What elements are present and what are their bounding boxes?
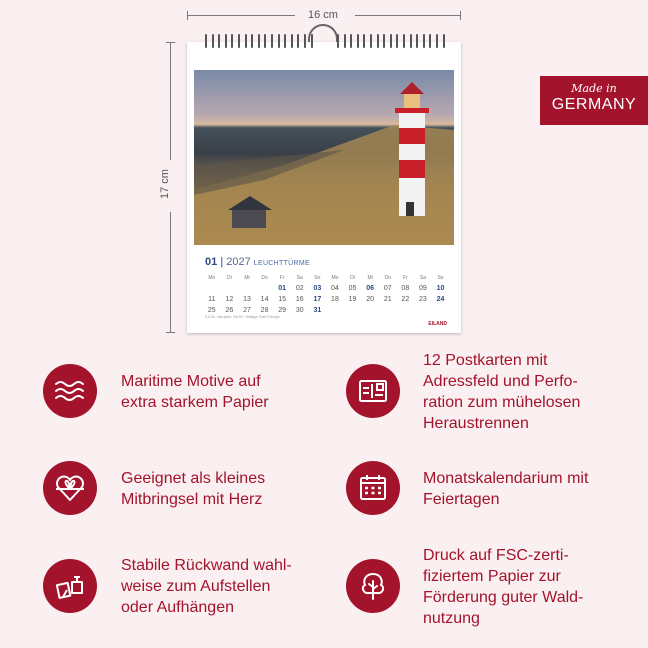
spiral-ring (238, 34, 240, 48)
waves-icon (43, 364, 97, 418)
weekday-header: Do (261, 274, 268, 281)
calendar-holiday-note: 01.01. Neujahr, 06.01. Heilige Drei Könige (205, 314, 280, 319)
spiral-ring (410, 34, 412, 48)
spiral-ring (297, 34, 299, 48)
spiral-ring (423, 34, 425, 48)
calendar-grid (203, 272, 449, 316)
spiral-ring (291, 34, 293, 48)
width-dimension-line-right (355, 15, 461, 16)
made-in-germany-badge (540, 76, 648, 125)
weekday-header: So (437, 274, 444, 281)
calendar-day: 06 (366, 285, 375, 292)
feature-text-gift (121, 468, 265, 510)
feature-line: Geeignet als kleines (121, 470, 266, 487)
calendar-day: 31 (313, 307, 322, 314)
feature-line: nutzung (423, 610, 480, 627)
weekday-header: Do (384, 274, 391, 281)
weekday-header: So (314, 274, 321, 281)
spiral-ring (225, 34, 227, 48)
calendar-day: 25 (207, 307, 216, 314)
spiral-ring (370, 34, 372, 48)
spiral-ring (377, 34, 379, 48)
spiral-ring (396, 34, 398, 48)
calendar-day: 17 (313, 296, 322, 303)
feature-line: Maritime Motive auf (121, 373, 261, 390)
calendar-day: 18 (331, 296, 339, 303)
weekday-header: Mo (331, 274, 339, 281)
calendar-day: 28 (260, 307, 269, 314)
spiral-ring (212, 34, 214, 48)
spiral-ring (304, 34, 306, 48)
weekday-header: Fr (279, 274, 285, 281)
width-tick-right (460, 11, 461, 20)
spiral-ring (337, 34, 339, 48)
feature-text-calendarium (423, 468, 588, 510)
weekday-header: Di (227, 274, 232, 281)
calendar-day: 19 (348, 296, 357, 303)
calendar-day: 03 (313, 285, 322, 292)
weekday-header: Mi (367, 274, 373, 281)
spiral-ring (390, 34, 392, 48)
spiral-ring (231, 34, 233, 48)
calendar-separator: | (220, 256, 227, 268)
spiral-ring (284, 34, 286, 48)
calendar-day: 22 (401, 296, 410, 303)
tree-icon (346, 559, 400, 613)
publisher-logo: EILAND (428, 321, 447, 327)
feature-line: Druck auf FSC-zerti- (423, 547, 569, 564)
heart-gift-icon (43, 461, 97, 515)
weekday-header: Di (350, 274, 355, 281)
spiral-ring (258, 34, 260, 48)
feature-line: extra starkem Papier (121, 394, 269, 411)
stand-hang-icon (43, 559, 97, 613)
spiral-ring (271, 34, 273, 48)
spiral-ring (350, 34, 352, 48)
weekday-header: Mi (244, 274, 250, 281)
calendar-day: 13 (243, 296, 251, 303)
calendar-week-row (203, 294, 449, 305)
spiral-ring (311, 34, 313, 48)
calendar-day: 15 (278, 296, 287, 303)
spiral-ring (245, 34, 247, 48)
spiral-ring (403, 34, 405, 48)
feature-line: Feiertagen (423, 491, 500, 508)
feature-line: fiziertem Papier zur (423, 568, 561, 585)
calendar-day: 20 (366, 296, 375, 303)
width-label: 16 cm (308, 9, 338, 21)
calendar-day: 04 (331, 285, 339, 292)
calendar-day: 30 (295, 307, 304, 314)
calendar-day: 16 (295, 296, 304, 303)
calendar-theme: LEUCHTTÜRME (253, 260, 310, 267)
calendar-day: 01 (278, 285, 287, 292)
calendar-day: 07 (383, 285, 392, 292)
calendar-product (187, 42, 461, 333)
weekday-header: Sa (419, 274, 426, 281)
badge-country: GERMANY (551, 96, 637, 113)
spiral-ring (416, 34, 418, 48)
feature-line: 12 Postkarten mit (423, 352, 548, 369)
feature-line: Mitbringsel mit Herz (121, 491, 263, 508)
calendar-icon (346, 461, 400, 515)
calendar-day: 12 (225, 296, 234, 303)
lighthouse-illustration (194, 70, 454, 245)
width-dimension-line-left (187, 15, 295, 16)
spiral-ring (436, 34, 438, 48)
spiral-ring (383, 34, 385, 48)
spiral-ring (278, 34, 280, 48)
lighthouse-photo (194, 70, 454, 245)
calendar-day: 21 (383, 296, 392, 303)
feature-line: oder Aufhängen (121, 599, 234, 616)
spiral-ring (429, 34, 431, 48)
calendar-month-number: 01 (205, 256, 218, 268)
feature-text-maritime (121, 371, 269, 413)
feature-line: Heraustrennen (423, 415, 529, 432)
calendar-day: 02 (295, 285, 304, 292)
spiral-ring (363, 34, 365, 48)
feature-text-postcards (423, 350, 580, 434)
weekday-header: Mo (208, 274, 216, 281)
height-dimension-line-bottom (170, 212, 171, 333)
feature-line: Adressfeld und Perfo- (423, 373, 578, 390)
feature-line: weise zum Aufstellen (121, 578, 271, 595)
height-tick-top (166, 42, 175, 43)
calendar-day: 09 (419, 285, 427, 292)
calendar-header (205, 256, 310, 268)
spiral-ring (443, 34, 445, 48)
feature-line: Monatskalendarium mit (423, 470, 589, 487)
weekday-header: Fr (402, 274, 408, 281)
calendar-day: 08 (401, 285, 410, 292)
spiral-ring (205, 34, 207, 48)
spiral-ring (264, 34, 266, 48)
height-label: 17 cm (158, 169, 171, 199)
feature-line: ration zum mühelosen (423, 394, 581, 411)
spiral-ring (251, 34, 253, 48)
calendar-day: 23 (419, 296, 427, 303)
feature-text-backboard (121, 555, 292, 618)
width-tick-left (187, 11, 188, 20)
calendar-day: 14 (260, 296, 269, 303)
calendar-year: 2027 (226, 256, 251, 268)
height-dimension-line-top (170, 42, 171, 160)
calendar-day: 24 (436, 296, 445, 303)
feature-line: Förderung guter Wald- (423, 589, 584, 606)
spiral-ring (218, 34, 220, 48)
height-tick-bottom (166, 332, 175, 333)
weekday-header: Sa (296, 274, 303, 281)
badge-made-in: Made in (571, 82, 617, 95)
calendar-day: 05 (348, 285, 357, 292)
calendar-day: 11 (208, 296, 216, 303)
postcard-icon (346, 364, 400, 418)
feature-line: Stabile Rückwand wahl- (121, 557, 292, 574)
calendar-week-row (203, 283, 449, 294)
weekday-header-row (203, 272, 449, 283)
calendar-day: 26 (225, 307, 234, 314)
calendar-day: 10 (436, 285, 445, 292)
calendar-day: 29 (278, 307, 287, 314)
spiral-ring (357, 34, 359, 48)
calendar-day: 27 (243, 307, 251, 314)
feature-text-fsc (423, 545, 583, 629)
spiral-ring (344, 34, 346, 48)
